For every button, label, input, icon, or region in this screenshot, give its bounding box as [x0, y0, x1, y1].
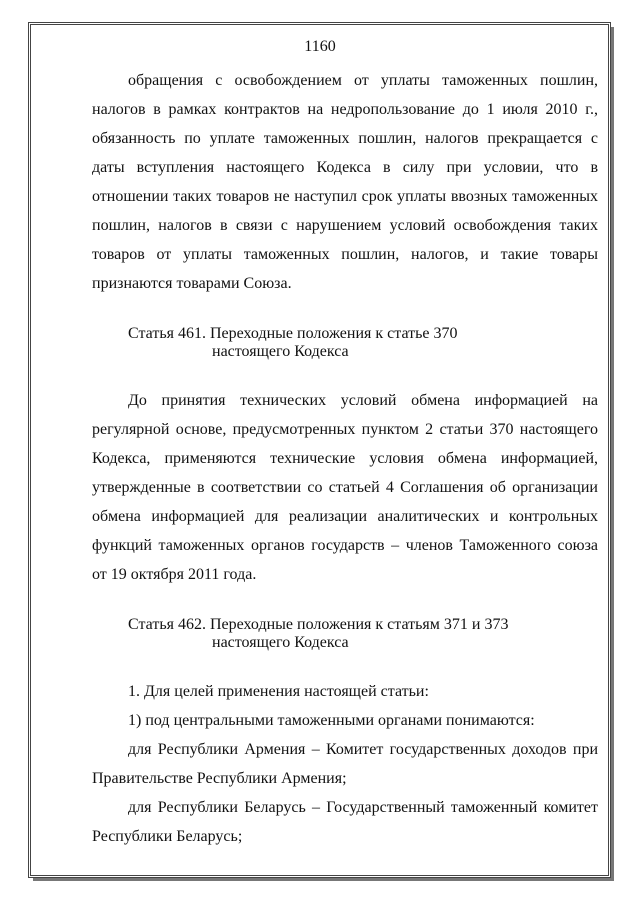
paragraph-continuation: обращения с освобождением от уплаты таможенных пошлин, налогов в рамках контрактов на недропользование до 1 июля 2010 г., обязанность по уплате таможенных пошлин, налогов прекращается с даты вступления настоящего Кодекса в силу при условии, что в отношении таких товаров не наступил срок уплаты ввозных таможенных пошлин, налогов в связи с нарушением условий освобождения таких товаров от уплаты таможенных пошлин, налогов, и такие товары признаются товарами Союза. [92, 72, 598, 292]
list-item: для Республики Армения – Комитет государственных доходов при Правительстве Республики Армения; [92, 741, 598, 787]
article-461-heading-line1: Статья 461. Переходные положения к статье 370 [128, 325, 458, 342]
article-461-heading [92, 325, 598, 361]
document-body [92, 66, 598, 851]
article-461-text: До принятия технических условий обмена информацией на регулярной основе, предусмотренных пунктом 2 статьи 370 настоящего Кодекса, применяются технические условия обмена информацией, утвержденные в соответствии со статьей 4 Соглашения об организации обмена информацией для реализации аналитических и контрольных функций таможенных органов государств – членов Таможенного союза от 19 октября 2011 года. [92, 392, 598, 583]
list-item: 1) под центральными таможенными органами понимаются: [128, 712, 535, 729]
list-item: 1. Для целей применения настоящей статьи: [128, 683, 429, 700]
article-462-heading-line1: Статья 462. Переходные положения к статьям 371 и 373 [128, 616, 509, 633]
article-462-heading [92, 616, 598, 652]
article-461-heading-line2: настоящего Кодекса [212, 343, 349, 360]
list-item: для Республики Беларусь – Государственный таможенный комитет Республики Беларусь; [92, 799, 598, 845]
article-462-heading-line2: настоящего Кодекса [212, 634, 349, 651]
page-number: 1160 [304, 38, 336, 55]
article-462-items [92, 677, 598, 851]
